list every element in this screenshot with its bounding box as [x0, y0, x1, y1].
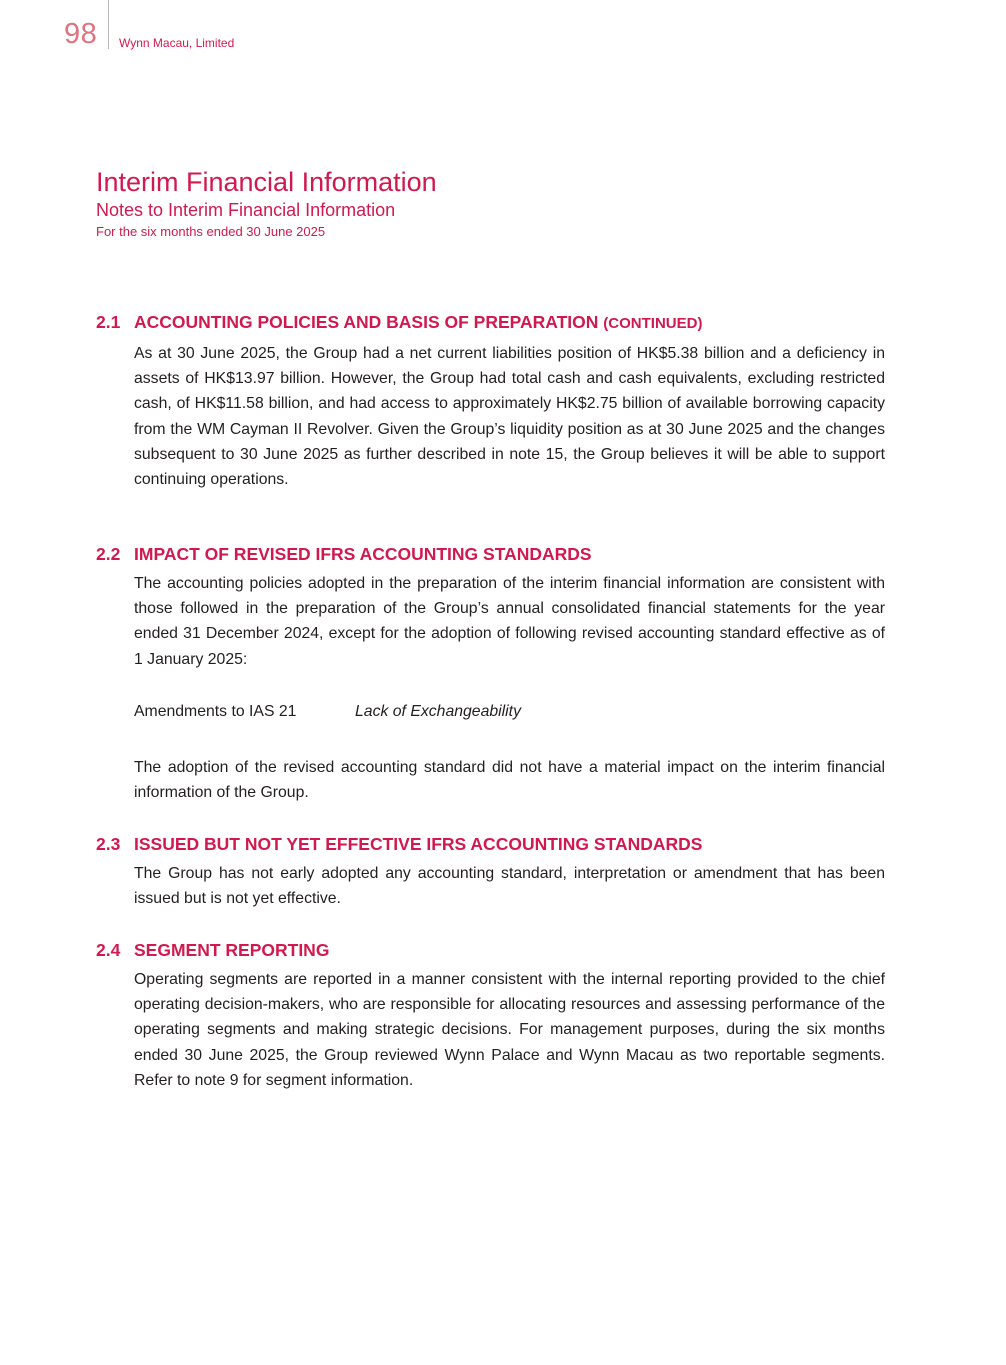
section-heading: [96, 543, 885, 565]
section-heading: [96, 939, 885, 961]
section-title: ISSUED BUT NOT YET EFFECTIVE IFRS ACCOUNTING STANDARDS: [134, 834, 703, 854]
section-paragraph: The accounting policies adopted in the preparation of the interim financial information are consistent with those followed in the preparation of the Group’s annual consolidated financial statements for the year ended 31 December 2024, except for the adoption of following revised accounting standard effective as of 1 January 2025:: [134, 575, 885, 668]
amendment-reference: Amendments to IAS 21: [134, 702, 297, 720]
section-number: 2.1: [96, 312, 121, 332]
section-continued-label: (CONTINUED): [603, 315, 703, 332]
section-number: 2.2: [96, 544, 121, 564]
section-2-1: [96, 311, 885, 492]
amendment-row: [134, 699, 885, 724]
header-divider: [108, 0, 109, 49]
section-number: 2.4: [96, 940, 121, 960]
section-2-3: [96, 833, 885, 911]
section-paragraph: The Group has not early adopted any accounting standard, interpretation or amendment that has been issued but is not yet effective.: [134, 865, 885, 908]
document-subtitle: Notes to Interim Financial Information: [96, 200, 396, 220]
amendment-name: Lack of Exchangeability: [355, 702, 521, 720]
section-title: SEGMENT REPORTING: [134, 940, 330, 960]
section-title: [134, 311, 702, 335]
section-title: IMPACT OF REVISED IFRS ACCOUNTING STANDARDS: [134, 544, 592, 564]
section-heading: [96, 833, 885, 855]
section-heading: [96, 311, 885, 335]
document-period: For the six months ended 30 June 2025: [96, 224, 326, 239]
page-number: 98: [64, 18, 98, 50]
section-2-2: [96, 543, 885, 805]
section-title-text: ACCOUNTING POLICIES AND BASIS OF PREPARATION: [134, 312, 599, 332]
document-title: Interim Financial Information: [96, 167, 437, 197]
section-2-4: [96, 939, 885, 1093]
section-paragraph: The adoption of the revised accounting standard did not have a material impact on the interim financial information of the Group.: [134, 758, 885, 802]
title-block: [96, 166, 437, 241]
section-number: 2.3: [96, 834, 121, 854]
company-name: Wynn Macau, Limited: [119, 36, 235, 50]
section-paragraph: Operating segments are reported in a manner consistent with the internal reporting provided to the chief operating decision-makers, who are responsible for allocating resources and assessing performance of the operating segments and making strategic decisions. For management purposes, during the six months ended 30 June 2025, the Group reviewed Wynn Palace and Wynn Macau as two reportable segments. Refer to note 9 for segment information.: [134, 971, 885, 1089]
section-paragraph: As at 30 June 2025, the Group had a net current liabilities position of HK$5.38 billion and a deficiency in assets of HK$13.97 billion. However, the Group had total cash and cash equivalents, excluding restricted cash, of HK$11.58 billion, and had access to approximately HK$2.75 billion of available borrowing capacity from the WM Cayman II Revolver. Given the Group’s liquidity position as at 30 June 2025 and the changes subsequent to 30 June 2025 as further described in note 15, the Group believes it will be able to support continuing operations.: [134, 345, 885, 489]
